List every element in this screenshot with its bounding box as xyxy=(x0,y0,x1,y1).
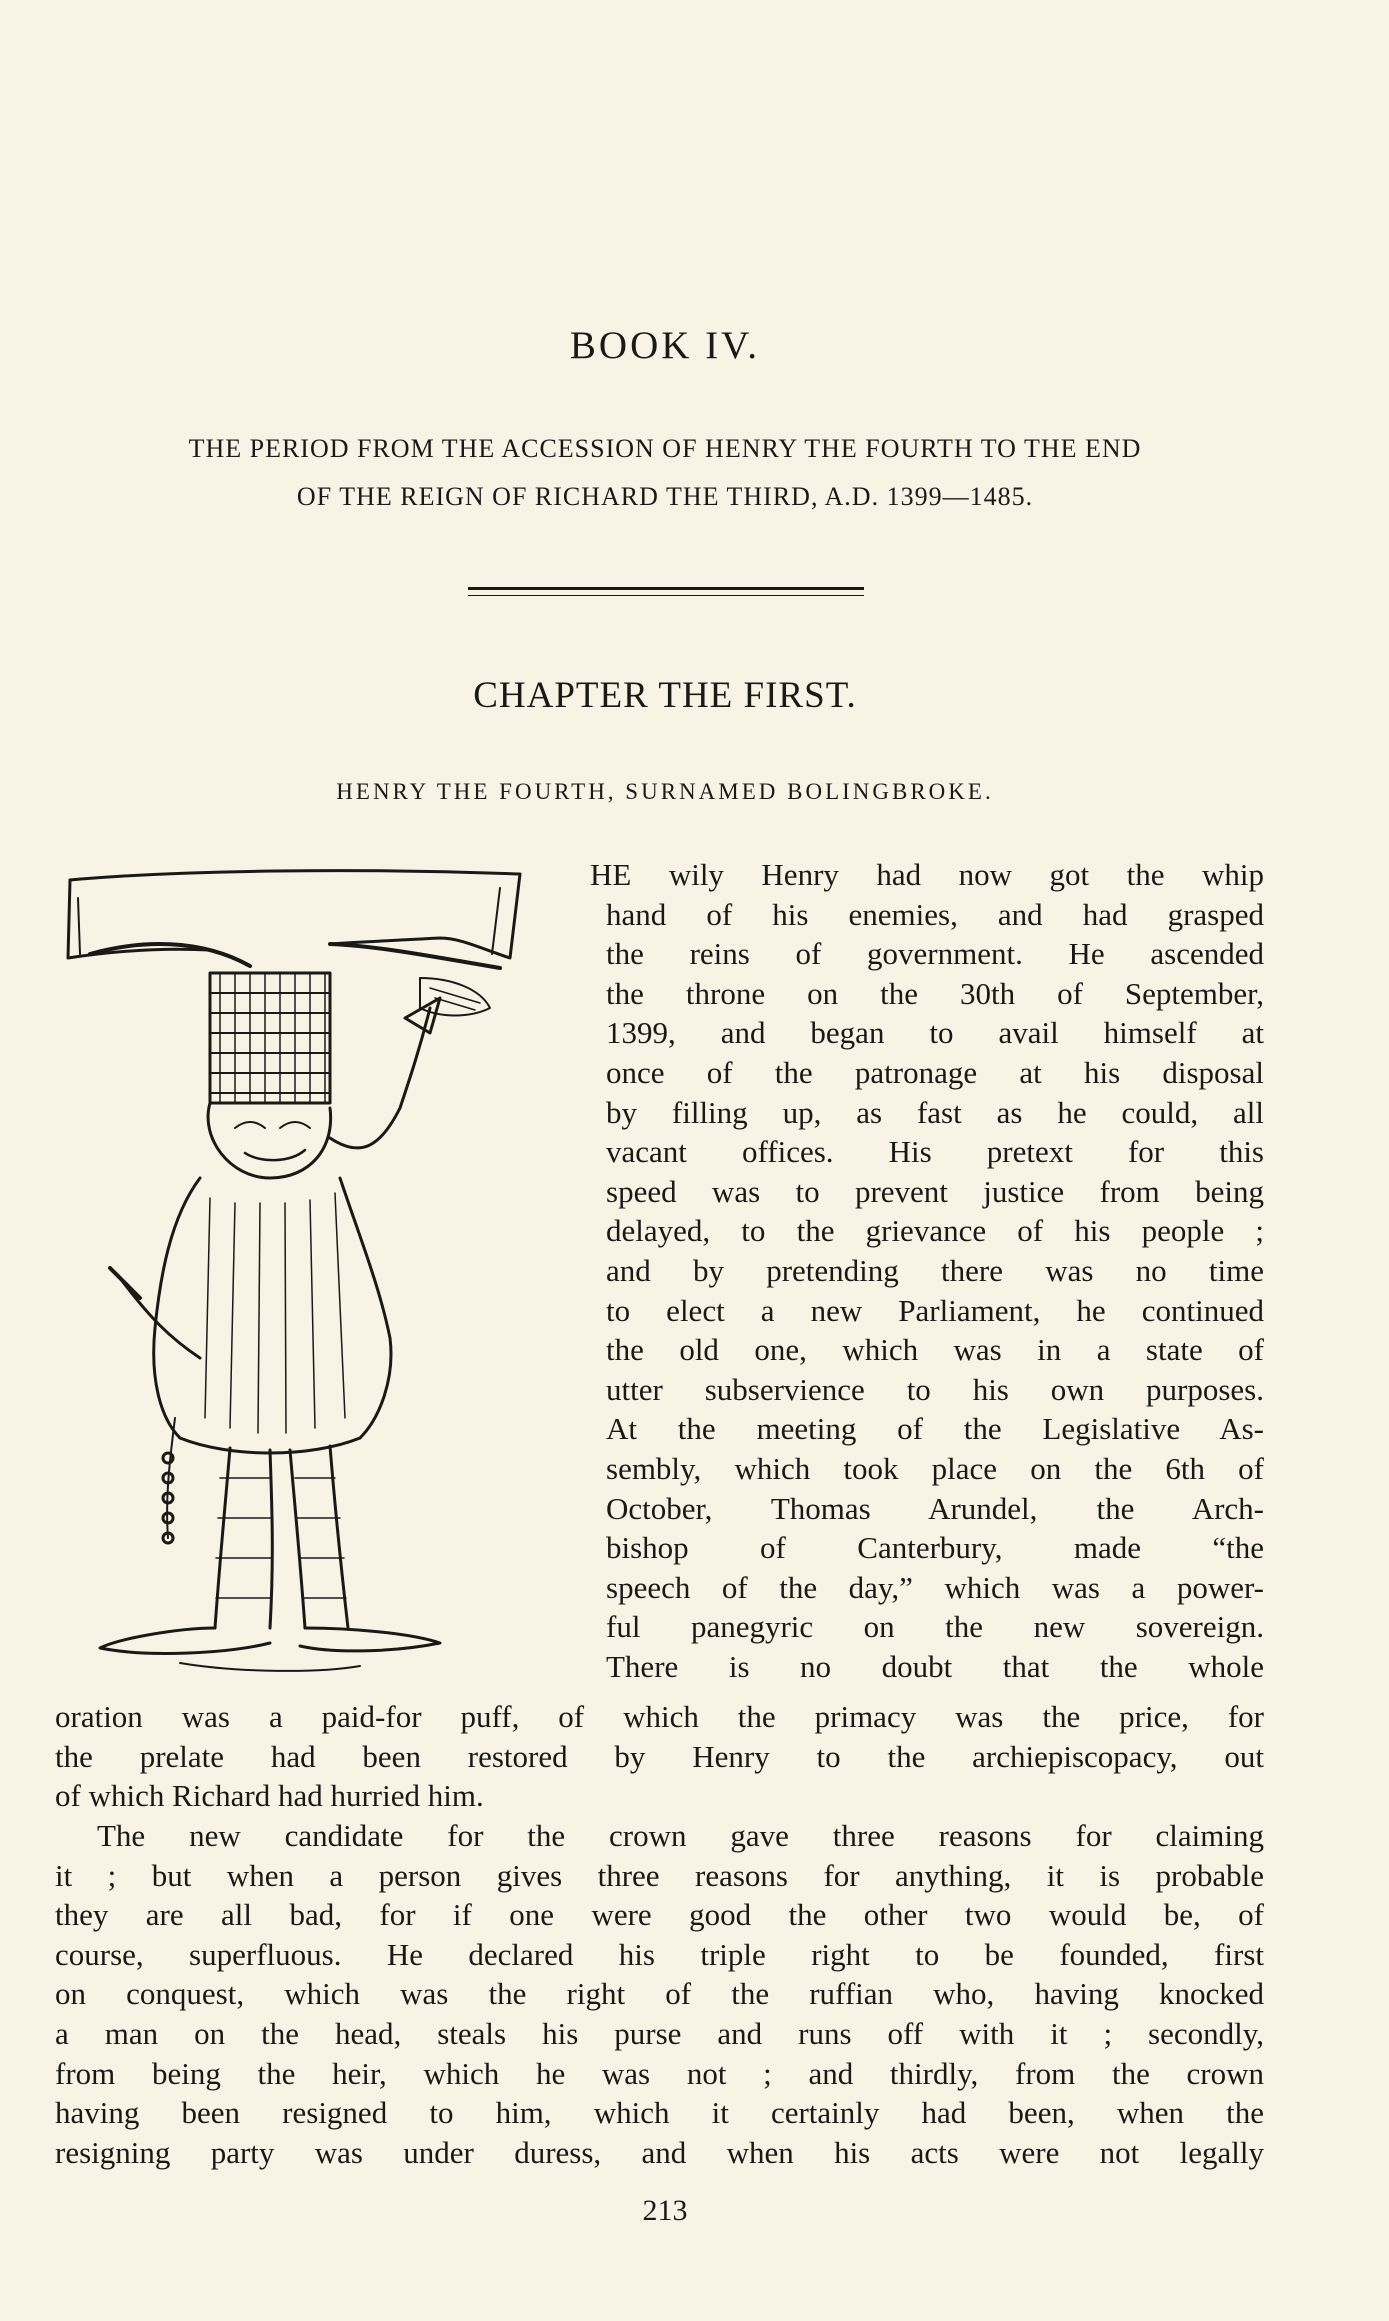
text-line: the throne on the 30th of September, xyxy=(606,975,1264,1011)
text-line: There is no doubt that the whole xyxy=(606,1648,1264,1684)
text-line: speed was to prevent justice from being xyxy=(606,1173,1264,1209)
text-line: delayed, to the grievance of his people ; xyxy=(606,1213,1264,1249)
text-line: sembly, which took place on the 6th of xyxy=(606,1450,1264,1486)
text-line: bishop of Canterbury, made “the xyxy=(606,1530,1264,1566)
text-line: having been resigned to him, which it certainly had been, when the xyxy=(55,2095,1264,2131)
text-line: HE wily Henry had now got the whip xyxy=(590,857,1264,892)
second-paragraph xyxy=(55,1816,1264,2172)
text-line: hand of his enemies, and had grasped xyxy=(606,896,1264,932)
text-line: the reins of government. He ascended xyxy=(606,936,1264,972)
knight-holding-banner-illustration xyxy=(60,858,580,1688)
text-line: on conquest, which was the right of the ruffian who, having knocked xyxy=(55,1976,1264,2012)
text-line: by filling up, as fast as he could, all xyxy=(606,1094,1264,1130)
period-line: THE PERIOD FROM THE ACCESSION OF HENRY THE FOURTH TO THE END xyxy=(188,434,1142,463)
text-line: ful panegyric on the new sovereign. xyxy=(606,1609,1264,1645)
text-line: October, Thomas Arundel, the Arch- xyxy=(606,1490,1264,1526)
text-line: a man on the head, steals his purse and runs off with it ; secondly, xyxy=(55,2015,1264,2051)
text-line: oration was a paid-for puff, of which the primacy was the price, for xyxy=(55,1699,1264,1734)
text-line: The new candidate for the crown gave three reasons for claiming xyxy=(97,1818,1264,1853)
text-line: speech of the day,” which was a power- xyxy=(606,1569,1264,1605)
text-line: resigning party was under duress, and when his acts were not legally xyxy=(55,2134,1264,2170)
text-line: At the meeting of the Legislative As- xyxy=(606,1411,1264,1447)
continuation-paragraph xyxy=(55,1697,1264,1816)
text-line: once of the patronage at his disposal xyxy=(606,1054,1264,1090)
text-line: the old one, which was in a state of xyxy=(606,1332,1264,1368)
text-line: of which Richard had hurried him. xyxy=(55,1778,484,1814)
book-title: BOOK IV. xyxy=(569,324,761,367)
text-line: it ; but when a person gives three reasons for anything, it is probable xyxy=(55,1857,1264,1893)
text-line: 1399, and began to avail himself at xyxy=(606,1015,1264,1051)
ornamental-rule-thin xyxy=(468,595,864,596)
text-line: the prelate had been restored by Henry to the archiepiscopacy, out xyxy=(55,1738,1264,1774)
ornamental-rule-thick xyxy=(468,587,864,590)
wrapped-paragraph xyxy=(590,855,1264,1686)
text-line: course, superfluous. He declared his triple right to be founded, first xyxy=(55,1936,1264,1972)
text-line: and by pretending there was no time xyxy=(606,1252,1264,1288)
text-line: to elect a new Parliament, he continued xyxy=(606,1292,1264,1328)
page-number: 213 xyxy=(642,2194,688,2227)
chapter-subtitle: HENRY THE FOURTH, SURNAMED BOLINGBROKE. xyxy=(336,779,994,804)
text-line: from being the heir, which he was not ; and thirdly, from the crown xyxy=(55,2055,1264,2091)
text-line: utter subservience to his own purposes. xyxy=(606,1371,1264,1407)
chapter-title: CHAPTER THE FIRST. xyxy=(473,675,857,716)
text-line: they are all bad, for if one were good the other two would be, of xyxy=(55,1897,1264,1933)
text-line: vacant offices. His pretext for this xyxy=(606,1134,1264,1170)
period-line: OF THE REIGN OF RICHARD THE THIRD, A.D. 1399—1485. xyxy=(296,482,1034,511)
period-heading xyxy=(60,425,1270,521)
